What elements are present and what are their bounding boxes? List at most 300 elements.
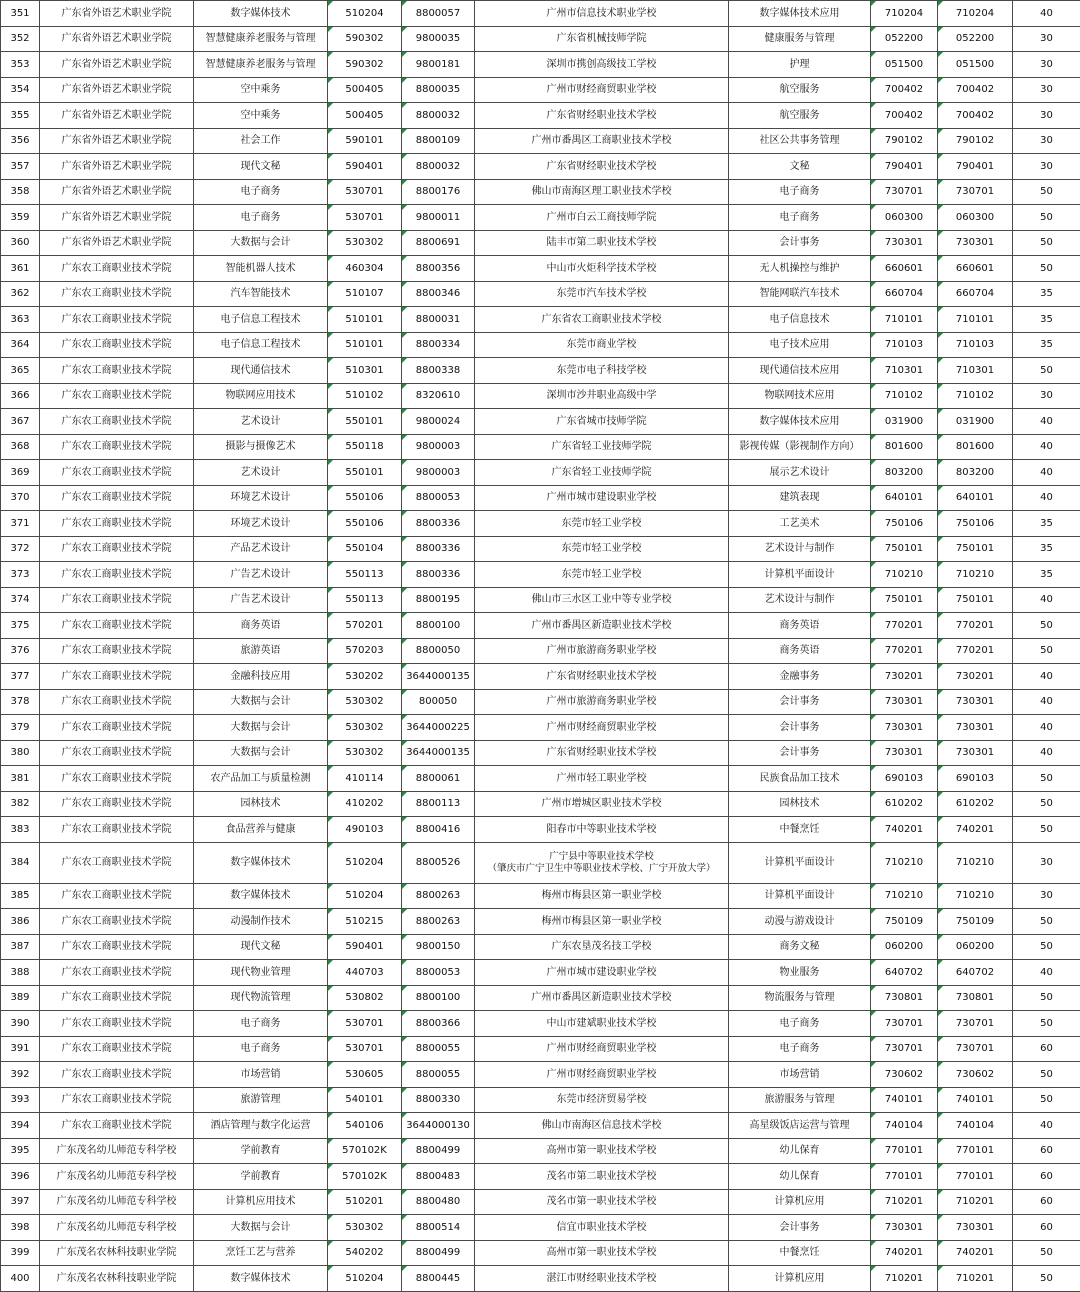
school-major-code-a-cell: 031900 bbox=[871, 409, 938, 435]
college-major-code-cell: 510204 bbox=[328, 842, 402, 883]
row-number-cell: 370 bbox=[1, 485, 40, 511]
school-code-cell: 8800514 bbox=[402, 1215, 475, 1241]
college-major-code-cell: 530701 bbox=[328, 1011, 402, 1037]
row-number-cell: 357 bbox=[1, 154, 40, 180]
school-name-cell: 佛山市南海区信息技术学校 bbox=[475, 1113, 729, 1139]
school-major-code-a-cell: 690103 bbox=[871, 766, 938, 792]
school-major-code-a-cell: 710210 bbox=[871, 562, 938, 588]
college-major-cell: 物联网应用技术 bbox=[194, 383, 328, 409]
school-name-cell: 梅州市梅县区第一职业学校 bbox=[475, 883, 729, 909]
school-code-cell: 8800053 bbox=[402, 960, 475, 986]
school-major-cell: 计算机平面设计 bbox=[729, 562, 871, 588]
school-code-cell: 8800499 bbox=[402, 1138, 475, 1164]
school-code-cell: 8800336 bbox=[402, 511, 475, 537]
college-major-code-cell: 510201 bbox=[328, 1189, 402, 1215]
college-major-cell: 智能机器人技术 bbox=[194, 256, 328, 282]
college-major-code-cell: 410202 bbox=[328, 791, 402, 817]
college-name-cell: 广东农工商职业技术学院 bbox=[40, 883, 194, 909]
plan-count-cell: 35 bbox=[1013, 307, 1080, 333]
table-row bbox=[1, 256, 1080, 282]
school-major-code-b-cell: 052200 bbox=[938, 26, 1013, 52]
school-code-cell: 8800691 bbox=[402, 230, 475, 256]
table-row bbox=[1, 179, 1080, 205]
school-name-cell: 广州市财经商贸职业学校 bbox=[475, 715, 729, 741]
college-major-code-cell: 530302 bbox=[328, 715, 402, 741]
plan-count-cell: 40 bbox=[1013, 960, 1080, 986]
school-major-code-b-cell: 770201 bbox=[938, 638, 1013, 664]
college-name-cell: 广东农工商职业技术学院 bbox=[40, 1036, 194, 1062]
school-name-cell: 广东省财经职业技术学校 bbox=[475, 740, 729, 766]
row-number-cell: 367 bbox=[1, 409, 40, 435]
college-major-code-cell: 530802 bbox=[328, 985, 402, 1011]
college-name-cell: 广东省外语艺术职业学院 bbox=[40, 1, 194, 27]
school-major-code-b-cell: 710103 bbox=[938, 332, 1013, 358]
school-major-cell: 电子商务 bbox=[729, 205, 871, 231]
school-major-cell: 艺术设计与制作 bbox=[729, 536, 871, 562]
row-number-cell: 387 bbox=[1, 934, 40, 960]
school-major-code-b-cell: 060200 bbox=[938, 934, 1013, 960]
school-code-cell: 3644000135 bbox=[402, 740, 475, 766]
college-major-code-cell: 530302 bbox=[328, 740, 402, 766]
college-name-cell: 广东农工商职业技术学院 bbox=[40, 934, 194, 960]
row-number-cell: 389 bbox=[1, 985, 40, 1011]
school-name-cell: 东莞市汽车技术学校 bbox=[475, 281, 729, 307]
school-name-cell: 广州市信息技术职业学校 bbox=[475, 1, 729, 27]
school-major-code-b-cell: 710210 bbox=[938, 562, 1013, 588]
school-name-cell: 广东省财经职业技术学校 bbox=[475, 664, 729, 690]
row-number-cell: 384 bbox=[1, 842, 40, 883]
college-major-cell: 智慧健康养老服务与管理 bbox=[194, 26, 328, 52]
row-number-cell: 366 bbox=[1, 383, 40, 409]
school-major-cell: 高星级饭店运营与管理 bbox=[729, 1113, 871, 1139]
table-row bbox=[1, 128, 1080, 154]
college-major-code-cell: 510101 bbox=[328, 307, 402, 333]
school-name-cell: 广州市财经商贸职业学校 bbox=[475, 77, 729, 103]
school-major-code-a-cell: 700402 bbox=[871, 103, 938, 129]
row-number-cell: 400 bbox=[1, 1266, 40, 1292]
school-major-code-a-cell: 730301 bbox=[871, 230, 938, 256]
school-major-code-a-cell: 770201 bbox=[871, 638, 938, 664]
table-row bbox=[1, 77, 1080, 103]
school-major-cell: 市场营销 bbox=[729, 1062, 871, 1088]
school-major-code-b-cell: 710210 bbox=[938, 883, 1013, 909]
school-code-cell: 8800445 bbox=[402, 1266, 475, 1292]
row-number-cell: 388 bbox=[1, 960, 40, 986]
row-number-cell: 360 bbox=[1, 230, 40, 256]
school-major-code-a-cell: 750101 bbox=[871, 587, 938, 613]
school-major-code-b-cell: 803200 bbox=[938, 460, 1013, 486]
school-major-code-b-cell: 610202 bbox=[938, 791, 1013, 817]
college-name-cell: 广东省外语艺术职业学院 bbox=[40, 179, 194, 205]
school-code-cell: 8800480 bbox=[402, 1189, 475, 1215]
school-major-cell: 中餐烹饪 bbox=[729, 817, 871, 843]
table-row bbox=[1, 1240, 1080, 1266]
school-major-code-a-cell: 770201 bbox=[871, 613, 938, 639]
plan-count-cell: 35 bbox=[1013, 511, 1080, 537]
school-major-cell: 建筑表现 bbox=[729, 485, 871, 511]
plan-count-cell: 50 bbox=[1013, 179, 1080, 205]
college-major-code-cell: 510301 bbox=[328, 358, 402, 384]
school-name-cell: 广东省轻工业技师学院 bbox=[475, 460, 729, 486]
row-number-cell: 365 bbox=[1, 358, 40, 384]
school-name-cell: 广东省城市技师学院 bbox=[475, 409, 729, 435]
college-major-cell: 摄影与摄像艺术 bbox=[194, 434, 328, 460]
school-major-cell: 园林技术 bbox=[729, 791, 871, 817]
college-major-code-cell: 550101 bbox=[328, 460, 402, 486]
plan-count-cell: 30 bbox=[1013, 154, 1080, 180]
school-major-code-b-cell: 730701 bbox=[938, 179, 1013, 205]
college-name-cell: 广东省外语艺术职业学院 bbox=[40, 52, 194, 78]
plan-count-cell: 30 bbox=[1013, 52, 1080, 78]
school-major-code-b-cell: 730701 bbox=[938, 1036, 1013, 1062]
plan-count-cell: 60 bbox=[1013, 1138, 1080, 1164]
college-major-code-cell: 550113 bbox=[328, 562, 402, 588]
school-major-code-a-cell: 710210 bbox=[871, 883, 938, 909]
plan-count-cell: 60 bbox=[1013, 1164, 1080, 1190]
school-code-cell: 8800061 bbox=[402, 766, 475, 792]
table-row bbox=[1, 434, 1080, 460]
row-number-cell: 380 bbox=[1, 740, 40, 766]
school-major-code-a-cell: 730701 bbox=[871, 1011, 938, 1037]
school-major-code-b-cell: 730801 bbox=[938, 985, 1013, 1011]
table-row bbox=[1, 791, 1080, 817]
college-major-code-cell: 510107 bbox=[328, 281, 402, 307]
school-major-code-b-cell: 770101 bbox=[938, 1164, 1013, 1190]
school-major-cell: 电子信息技术 bbox=[729, 307, 871, 333]
table-row bbox=[1, 909, 1080, 935]
row-number-cell: 376 bbox=[1, 638, 40, 664]
row-number-cell: 399 bbox=[1, 1240, 40, 1266]
school-name-cell: 信宜市职业技术学校 bbox=[475, 1215, 729, 1241]
row-number-cell: 358 bbox=[1, 179, 40, 205]
college-name-cell: 广东农工商职业技术学院 bbox=[40, 281, 194, 307]
school-major-code-b-cell: 790401 bbox=[938, 154, 1013, 180]
plan-count-cell: 50 bbox=[1013, 638, 1080, 664]
plan-count-cell: 50 bbox=[1013, 1087, 1080, 1113]
school-name-cell: 广东省财经职业技术学校 bbox=[475, 103, 729, 129]
school-major-code-b-cell: 700402 bbox=[938, 77, 1013, 103]
college-major-code-cell: 570102K bbox=[328, 1138, 402, 1164]
row-number-cell: 385 bbox=[1, 883, 40, 909]
school-major-code-b-cell: 801600 bbox=[938, 434, 1013, 460]
row-number-cell: 362 bbox=[1, 281, 40, 307]
college-major-code-cell: 510204 bbox=[328, 1, 402, 27]
school-major-cell: 护理 bbox=[729, 52, 871, 78]
school-major-cell: 动漫与游戏设计 bbox=[729, 909, 871, 935]
school-name-cell: 中山市建斌职业技术学校 bbox=[475, 1011, 729, 1037]
college-name-cell: 广东农工商职业技术学院 bbox=[40, 715, 194, 741]
school-code-cell: 9800035 bbox=[402, 26, 475, 52]
school-code-cell: 8800113 bbox=[402, 791, 475, 817]
school-code-cell: 8800366 bbox=[402, 1011, 475, 1037]
college-major-code-cell: 500405 bbox=[328, 103, 402, 129]
college-name-cell: 广东农工商职业技术学院 bbox=[40, 460, 194, 486]
college-major-code-cell: 510215 bbox=[328, 909, 402, 935]
college-major-cell: 大数据与会计 bbox=[194, 740, 328, 766]
plan-count-cell: 30 bbox=[1013, 26, 1080, 52]
college-major-code-cell: 440703 bbox=[328, 960, 402, 986]
table-row bbox=[1, 664, 1080, 690]
college-name-cell: 广东农工商职业技术学院 bbox=[40, 689, 194, 715]
school-major-cell: 金融事务 bbox=[729, 664, 871, 690]
college-major-code-cell: 540106 bbox=[328, 1113, 402, 1139]
college-major-cell: 农产品加工与质量检测 bbox=[194, 766, 328, 792]
table-row bbox=[1, 281, 1080, 307]
table-row bbox=[1, 1138, 1080, 1164]
school-major-code-a-cell: 710204 bbox=[871, 1, 938, 27]
school-major-code-a-cell: 060300 bbox=[871, 205, 938, 231]
college-major-cell: 动漫制作技术 bbox=[194, 909, 328, 935]
college-major-cell: 广告艺术设计 bbox=[194, 587, 328, 613]
school-major-cell: 商务文秘 bbox=[729, 934, 871, 960]
school-name-cell: 高州市第一职业技术学校 bbox=[475, 1138, 729, 1164]
table-row bbox=[1, 960, 1080, 986]
school-code-cell: 8800055 bbox=[402, 1036, 475, 1062]
college-major-code-cell: 530302 bbox=[328, 230, 402, 256]
table-row bbox=[1, 1266, 1080, 1292]
school-code-cell: 8800356 bbox=[402, 256, 475, 282]
college-name-cell: 广东农工商职业技术学院 bbox=[40, 664, 194, 690]
plan-count-cell: 40 bbox=[1013, 460, 1080, 486]
school-code-cell: 8800263 bbox=[402, 909, 475, 935]
row-number-cell: 393 bbox=[1, 1087, 40, 1113]
school-major-cell: 健康服务与管理 bbox=[729, 26, 871, 52]
school-major-code-a-cell: 730701 bbox=[871, 179, 938, 205]
school-name-cell: 广州市轻工职业学校 bbox=[475, 766, 729, 792]
college-major-code-cell: 530701 bbox=[328, 179, 402, 205]
school-major-cell: 航空服务 bbox=[729, 103, 871, 129]
school-name-cell: 广宁县中等职业技术学校 （肇庆市广宁卫生中等职业技术学校、广宁开放大学） bbox=[475, 842, 729, 883]
school-major-cell: 物业服务 bbox=[729, 960, 871, 986]
row-number-cell: 364 bbox=[1, 332, 40, 358]
table-row bbox=[1, 1113, 1080, 1139]
school-code-cell: 8800336 bbox=[402, 536, 475, 562]
school-major-code-b-cell: 730201 bbox=[938, 664, 1013, 690]
plan-count-cell: 50 bbox=[1013, 1240, 1080, 1266]
table-row bbox=[1, 740, 1080, 766]
school-major-code-b-cell: 730301 bbox=[938, 715, 1013, 741]
school-major-code-b-cell: 710102 bbox=[938, 383, 1013, 409]
plan-count-cell: 50 bbox=[1013, 256, 1080, 282]
college-name-cell: 广东农工商职业技术学院 bbox=[40, 587, 194, 613]
school-major-code-a-cell: 770101 bbox=[871, 1138, 938, 1164]
college-major-code-cell: 590401 bbox=[328, 154, 402, 180]
school-major-cell: 数字媒体技术应用 bbox=[729, 1, 871, 27]
college-major-code-cell: 540202 bbox=[328, 1240, 402, 1266]
table-row bbox=[1, 358, 1080, 384]
school-code-cell: 8800035 bbox=[402, 77, 475, 103]
school-major-code-b-cell: 730301 bbox=[938, 689, 1013, 715]
school-name-cell: 东莞市轻工业学校 bbox=[475, 536, 729, 562]
school-major-code-b-cell: 740101 bbox=[938, 1087, 1013, 1113]
school-major-code-b-cell: 730301 bbox=[938, 1215, 1013, 1241]
school-major-code-a-cell: 710101 bbox=[871, 307, 938, 333]
college-major-cell: 现代文秘 bbox=[194, 154, 328, 180]
school-major-code-a-cell: 710103 bbox=[871, 332, 938, 358]
college-name-cell: 广东农工商职业技术学院 bbox=[40, 1062, 194, 1088]
school-code-cell: 8800499 bbox=[402, 1240, 475, 1266]
college-major-cell: 电子信息工程技术 bbox=[194, 332, 328, 358]
school-code-cell: 9800011 bbox=[402, 205, 475, 231]
plan-count-cell: 40 bbox=[1013, 485, 1080, 511]
school-code-cell: 8800053 bbox=[402, 485, 475, 511]
plan-count-cell: 30 bbox=[1013, 77, 1080, 103]
table-row bbox=[1, 934, 1080, 960]
row-number-cell: 386 bbox=[1, 909, 40, 935]
school-major-code-a-cell: 660601 bbox=[871, 256, 938, 282]
school-major-code-b-cell: 750109 bbox=[938, 909, 1013, 935]
school-major-code-a-cell: 790401 bbox=[871, 154, 938, 180]
college-name-cell: 广东农工商职业技术学院 bbox=[40, 842, 194, 883]
plan-count-cell: 40 bbox=[1013, 715, 1080, 741]
school-major-cell: 文秘 bbox=[729, 154, 871, 180]
college-name-cell: 广东农工商职业技术学院 bbox=[40, 358, 194, 384]
school-major-cell: 社区公共事务管理 bbox=[729, 128, 871, 154]
row-number-cell: 396 bbox=[1, 1164, 40, 1190]
row-number-cell: 352 bbox=[1, 26, 40, 52]
college-major-cell: 酒店管理与数字化运营 bbox=[194, 1113, 328, 1139]
school-major-code-a-cell: 730301 bbox=[871, 689, 938, 715]
school-major-cell: 幼儿保育 bbox=[729, 1138, 871, 1164]
college-name-cell: 广东省外语艺术职业学院 bbox=[40, 230, 194, 256]
row-number-cell: 397 bbox=[1, 1189, 40, 1215]
school-code-cell: 8800330 bbox=[402, 1087, 475, 1113]
school-major-cell: 中餐烹饪 bbox=[729, 1240, 871, 1266]
plan-count-cell: 30 bbox=[1013, 842, 1080, 883]
school-major-code-b-cell: 740201 bbox=[938, 817, 1013, 843]
table-row bbox=[1, 1164, 1080, 1190]
college-major-code-cell: 590302 bbox=[328, 52, 402, 78]
school-major-cell: 会计事务 bbox=[729, 715, 871, 741]
college-name-cell: 广东农工商职业技术学院 bbox=[40, 791, 194, 817]
plan-count-cell: 50 bbox=[1013, 817, 1080, 843]
plan-count-cell: 50 bbox=[1013, 230, 1080, 256]
school-major-code-a-cell: 710102 bbox=[871, 383, 938, 409]
plan-count-cell: 50 bbox=[1013, 358, 1080, 384]
college-major-cell: 商务英语 bbox=[194, 613, 328, 639]
school-major-code-a-cell: 730201 bbox=[871, 664, 938, 690]
school-major-cell: 幼儿保育 bbox=[729, 1164, 871, 1190]
school-major-cell: 物联网技术应用 bbox=[729, 383, 871, 409]
school-code-cell: 8800109 bbox=[402, 128, 475, 154]
college-major-code-cell: 590401 bbox=[328, 934, 402, 960]
college-major-code-cell: 550104 bbox=[328, 536, 402, 562]
school-major-cell: 会计事务 bbox=[729, 1215, 871, 1241]
college-major-cell: 空中乘务 bbox=[194, 103, 328, 129]
school-name-cell: 中山市火炬科学技术学校 bbox=[475, 256, 729, 282]
school-name-cell: 广州市城市建设职业学校 bbox=[475, 485, 729, 511]
plan-count-cell: 35 bbox=[1013, 281, 1080, 307]
row-number-cell: 363 bbox=[1, 307, 40, 333]
school-major-code-b-cell: 710201 bbox=[938, 1266, 1013, 1292]
plan-count-cell: 40 bbox=[1013, 664, 1080, 690]
school-major-cell: 电子商务 bbox=[729, 179, 871, 205]
college-major-cell: 艺术设计 bbox=[194, 460, 328, 486]
plan-count-cell: 50 bbox=[1013, 791, 1080, 817]
school-code-cell: 8800336 bbox=[402, 562, 475, 588]
plan-count-cell: 50 bbox=[1013, 934, 1080, 960]
college-name-cell: 广东农工商职业技术学院 bbox=[40, 307, 194, 333]
college-name-cell: 广东农工商职业技术学院 bbox=[40, 1113, 194, 1139]
table-row bbox=[1, 460, 1080, 486]
school-major-code-b-cell: 770101 bbox=[938, 1138, 1013, 1164]
plan-count-cell: 30 bbox=[1013, 103, 1080, 129]
school-code-cell: 8800032 bbox=[402, 103, 475, 129]
school-major-code-a-cell: 640101 bbox=[871, 485, 938, 511]
college-major-cell: 食品营养与健康 bbox=[194, 817, 328, 843]
table-row bbox=[1, 1036, 1080, 1062]
college-major-cell: 数字媒体技术 bbox=[194, 1266, 328, 1292]
row-number-cell: 356 bbox=[1, 128, 40, 154]
row-number-cell: 372 bbox=[1, 536, 40, 562]
table-row bbox=[1, 383, 1080, 409]
school-name-cell: 广东省机械技师学院 bbox=[475, 26, 729, 52]
row-number-cell: 377 bbox=[1, 664, 40, 690]
table-row bbox=[1, 1011, 1080, 1037]
school-name-cell: 广州市财经商贸职业学校 bbox=[475, 1062, 729, 1088]
school-major-code-b-cell: 730301 bbox=[938, 740, 1013, 766]
school-major-cell: 现代通信技术应用 bbox=[729, 358, 871, 384]
college-major-cell: 烹饪工艺与营养 bbox=[194, 1240, 328, 1266]
school-code-cell: 3644000225 bbox=[402, 715, 475, 741]
college-name-cell: 广东农工商职业技术学院 bbox=[40, 766, 194, 792]
college-major-code-cell: 590302 bbox=[328, 26, 402, 52]
college-major-cell: 环境艺术设计 bbox=[194, 485, 328, 511]
school-major-code-a-cell: 700402 bbox=[871, 77, 938, 103]
college-name-cell: 广东农工商职业技术学院 bbox=[40, 434, 194, 460]
school-code-cell: 8800346 bbox=[402, 281, 475, 307]
school-name-cell: 高州市第一职业技术学校 bbox=[475, 1240, 729, 1266]
school-code-cell: 9800024 bbox=[402, 409, 475, 435]
school-major-code-a-cell: 710301 bbox=[871, 358, 938, 384]
college-name-cell: 广东茂名农林科技职业学院 bbox=[40, 1266, 194, 1292]
table-row bbox=[1, 154, 1080, 180]
school-major-code-a-cell: 803200 bbox=[871, 460, 938, 486]
row-number-cell: 361 bbox=[1, 256, 40, 282]
table-row bbox=[1, 715, 1080, 741]
table-row bbox=[1, 26, 1080, 52]
college-major-cell: 现代通信技术 bbox=[194, 358, 328, 384]
table-row bbox=[1, 1215, 1080, 1241]
school-code-cell: 3644000135 bbox=[402, 664, 475, 690]
table-row bbox=[1, 689, 1080, 715]
row-number-cell: 398 bbox=[1, 1215, 40, 1241]
college-name-cell: 广东农工商职业技术学院 bbox=[40, 1087, 194, 1113]
school-major-code-b-cell: 730301 bbox=[938, 230, 1013, 256]
school-code-cell: 8800176 bbox=[402, 179, 475, 205]
college-name-cell: 广东农工商职业技术学院 bbox=[40, 332, 194, 358]
school-code-cell: 8800195 bbox=[402, 587, 475, 613]
school-major-cell: 会计事务 bbox=[729, 230, 871, 256]
school-code-cell: 8800338 bbox=[402, 358, 475, 384]
college-major-cell: 市场营销 bbox=[194, 1062, 328, 1088]
school-major-code-b-cell: 710301 bbox=[938, 358, 1013, 384]
college-major-code-cell: 550101 bbox=[328, 409, 402, 435]
school-major-code-a-cell: 610202 bbox=[871, 791, 938, 817]
plan-count-cell: 60 bbox=[1013, 1189, 1080, 1215]
table-row bbox=[1, 1, 1080, 27]
college-major-code-cell: 530302 bbox=[328, 1215, 402, 1241]
table-row bbox=[1, 230, 1080, 256]
college-name-cell: 广东农工商职业技术学院 bbox=[40, 562, 194, 588]
college-name-cell: 广东农工商职业技术学院 bbox=[40, 536, 194, 562]
school-code-cell: 8800416 bbox=[402, 817, 475, 843]
row-number-cell: 381 bbox=[1, 766, 40, 792]
college-major-cell: 园林技术 bbox=[194, 791, 328, 817]
school-major-code-a-cell: 730301 bbox=[871, 715, 938, 741]
table-row bbox=[1, 587, 1080, 613]
school-name-cell: 广东省轻工业技师学院 bbox=[475, 434, 729, 460]
